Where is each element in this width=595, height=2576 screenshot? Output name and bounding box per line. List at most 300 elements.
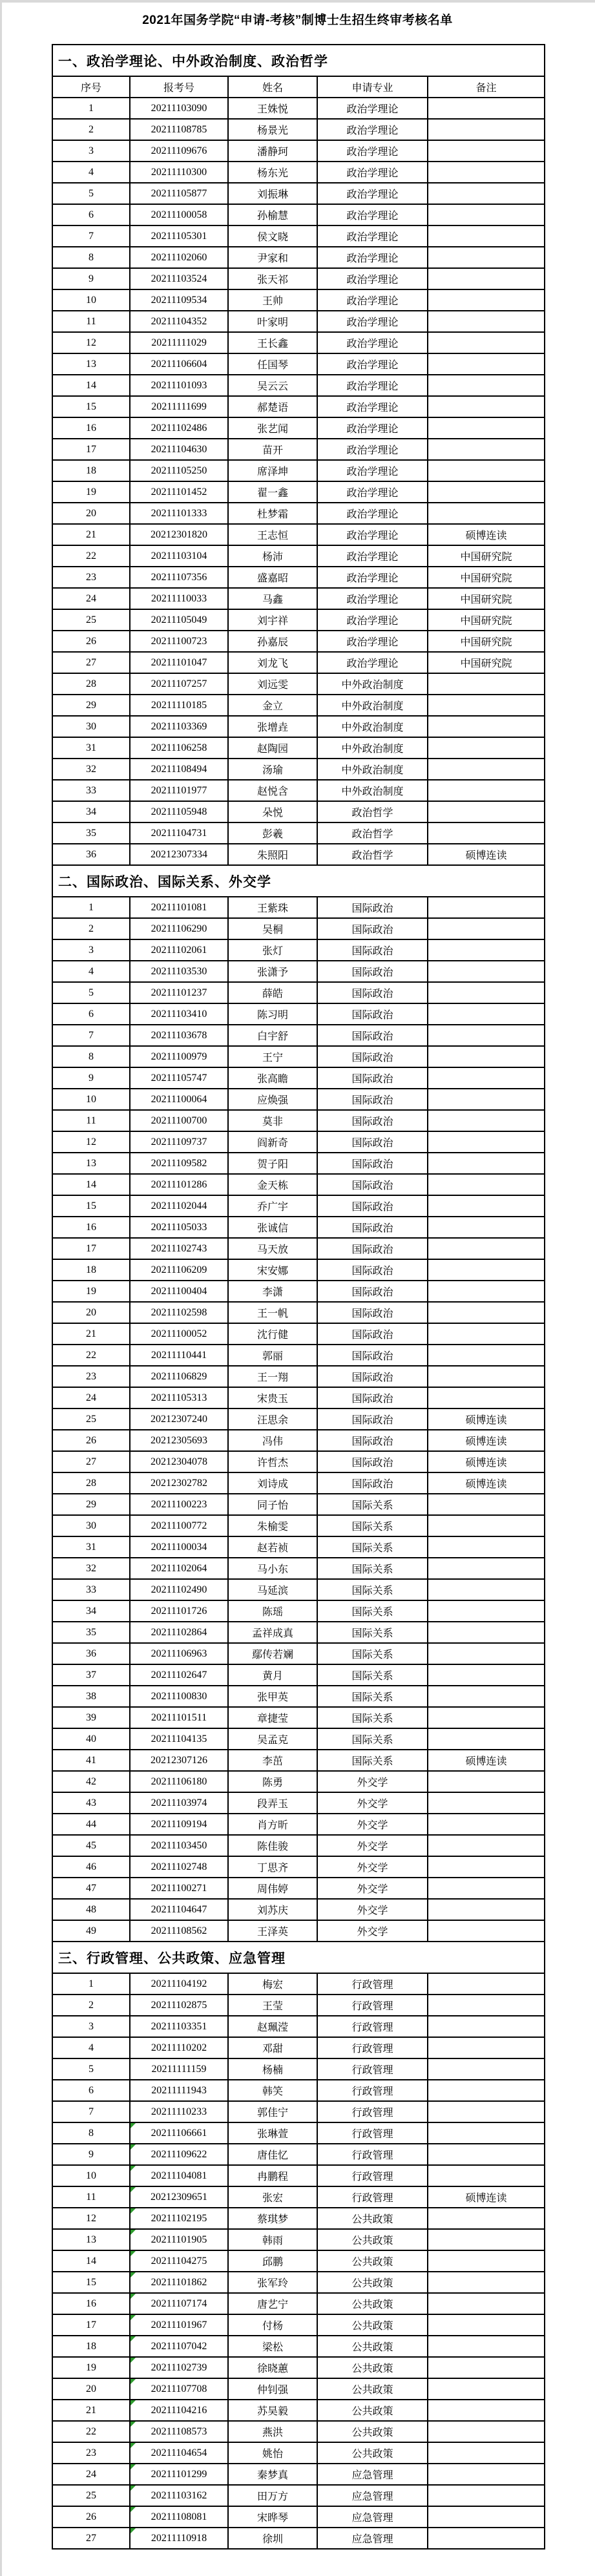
candidate-id-cell: 20211101452 xyxy=(130,481,228,503)
major-cell: 国际政治 xyxy=(317,1089,428,1110)
candidate-id-cell: 20211105313 xyxy=(130,1387,228,1408)
candidate-id-cell: 20211104647 xyxy=(130,1899,228,1920)
note-cell xyxy=(428,918,545,939)
major-cell: 国际政治 xyxy=(317,1025,428,1046)
major-cell: 国际政治 xyxy=(317,1238,428,1259)
candidate-name-cell: 宋贵玉 xyxy=(228,1387,317,1408)
candidate-id-cell: 20211106604 xyxy=(130,353,228,375)
row-number-cell: 6 xyxy=(52,1003,130,1025)
table-row xyxy=(52,1323,545,1345)
row-number-cell: 13 xyxy=(52,353,130,375)
candidate-name-cell: 张军玲 xyxy=(228,2272,317,2293)
candidate-id-cell: 20211106180 xyxy=(130,1771,228,1792)
candidate-id-cell: 20211110033 xyxy=(130,588,228,609)
candidate-name-cell: 郭丽 xyxy=(228,1345,317,1366)
note-cell: 硕博连读 xyxy=(428,1408,545,1430)
candidate-name-cell: 吴桐 xyxy=(228,918,317,939)
candidate-name-cell: 朱照阳 xyxy=(228,844,317,865)
candidate-name-cell: 梁松 xyxy=(228,2336,317,2357)
candidate-name-cell: 刘振琳 xyxy=(228,183,317,204)
table-row xyxy=(52,1515,545,1536)
table-row xyxy=(52,609,545,631)
note-cell xyxy=(428,2229,545,2250)
major-cell: 政治学理论 xyxy=(317,311,428,332)
candidate-id-cell: 20211109194 xyxy=(130,1814,228,1835)
row-number-cell: 16 xyxy=(52,1217,130,1238)
table-row xyxy=(52,1899,545,1920)
major-cell: 政治哲学 xyxy=(317,801,428,822)
row-number-cell: 35 xyxy=(52,822,130,844)
table-row xyxy=(52,1110,545,1131)
major-cell: 公共政策 xyxy=(317,2293,428,2314)
candidate-name-cell: 张艺闻 xyxy=(228,417,317,439)
candidate-id-cell: 20211101862 xyxy=(130,2272,228,2293)
table-row xyxy=(52,695,545,716)
row-number-cell: 25 xyxy=(52,1408,130,1430)
note-cell xyxy=(428,1558,545,1579)
candidate-id-cell: 20211103678 xyxy=(130,1025,228,1046)
note-cell xyxy=(428,716,545,737)
note-cell xyxy=(428,2506,545,2528)
candidate-name-cell: 黄月 xyxy=(228,1664,317,1686)
candidate-name-cell: 姚怡 xyxy=(228,2442,317,2464)
note-cell: 中国研究院 xyxy=(428,652,545,673)
candidate-id-cell: 20211101905 xyxy=(130,2229,228,2250)
table-row xyxy=(52,1792,545,1814)
major-cell: 政治学理论 xyxy=(317,375,428,396)
row-number-cell: 15 xyxy=(52,396,130,417)
table-row xyxy=(52,183,545,204)
table-row xyxy=(52,1995,545,2016)
candidate-name-cell: 张灯 xyxy=(228,939,317,961)
major-cell: 应急管理 xyxy=(317,2485,428,2506)
candidate-id-cell: 20211101081 xyxy=(130,897,228,918)
candidate-id-cell: 20211106829 xyxy=(130,1366,228,1387)
table-row xyxy=(52,1814,545,1835)
table-row xyxy=(52,2314,545,2336)
major-cell: 国际政治 xyxy=(317,1046,428,1067)
candidate-id-cell: 20211106661 xyxy=(130,2122,228,2144)
candidate-name-cell: 吴孟克 xyxy=(228,1728,317,1750)
candidate-name-cell: 韩笑 xyxy=(228,2080,317,2101)
note-cell xyxy=(428,247,545,268)
note-cell xyxy=(428,311,545,332)
table-row xyxy=(52,1472,545,1494)
row-number-cell: 24 xyxy=(52,1387,130,1408)
table-row xyxy=(52,1131,545,1153)
major-cell: 国际关系 xyxy=(317,1536,428,1558)
table-row xyxy=(52,844,545,865)
row-number-cell: 16 xyxy=(52,2293,130,2314)
candidate-id-cell: 20211104275 xyxy=(130,2250,228,2272)
candidate-id-cell: 20211105033 xyxy=(130,1217,228,1238)
candidate-name-cell: 赵悦含 xyxy=(228,780,317,801)
note-cell xyxy=(428,439,545,460)
row-number-cell: 12 xyxy=(52,332,130,353)
row-number-cell: 18 xyxy=(52,1259,130,1281)
candidate-name-cell: 张宏 xyxy=(228,2186,317,2208)
table-row xyxy=(52,1643,545,1664)
major-cell: 政治学理论 xyxy=(317,417,428,439)
admission-roster-table xyxy=(52,44,545,2550)
note-cell xyxy=(428,1899,545,1920)
row-number-cell: 16 xyxy=(52,417,130,439)
major-cell: 政治学理论 xyxy=(317,481,428,503)
candidate-id-cell: 20211105250 xyxy=(130,460,228,481)
major-cell: 国际政治 xyxy=(317,1110,428,1131)
table-row xyxy=(52,1153,545,1174)
table-row xyxy=(52,716,545,737)
note-cell xyxy=(428,2464,545,2485)
row-number-cell: 9 xyxy=(52,2144,130,2165)
row-number-cell: 43 xyxy=(52,1792,130,1814)
candidate-id-cell: 20211103524 xyxy=(130,268,228,289)
candidate-name-cell: 唐艺宁 xyxy=(228,2293,317,2314)
candidate-name-cell: 陈勇 xyxy=(228,1771,317,1792)
row-number-cell: 2 xyxy=(52,918,130,939)
major-cell: 政治学理论 xyxy=(317,353,428,375)
major-cell: 公共政策 xyxy=(317,2272,428,2293)
candidate-id-cell: 20211100979 xyxy=(130,1046,228,1067)
major-cell: 公共政策 xyxy=(317,2357,428,2378)
note-cell: 硕博连读 xyxy=(428,1451,545,1472)
table-row xyxy=(52,2442,545,2464)
major-cell: 中外政治制度 xyxy=(317,759,428,780)
table-row xyxy=(52,1174,545,1195)
candidate-name-cell: 冉鹏程 xyxy=(228,2165,317,2186)
table-row xyxy=(52,204,545,225)
note-cell xyxy=(428,119,545,140)
note-cell xyxy=(428,460,545,481)
candidate-name-cell: 宋晔琴 xyxy=(228,2506,317,2528)
table-row xyxy=(52,1558,545,1579)
row-number-cell: 14 xyxy=(52,375,130,396)
major-cell: 行政管理 xyxy=(317,2080,428,2101)
candidate-name-cell: 白宇舒 xyxy=(228,1025,317,1046)
major-cell: 政治学理论 xyxy=(317,503,428,524)
candidate-name-cell: 刘宇祥 xyxy=(228,609,317,631)
row-number-cell: 6 xyxy=(52,204,130,225)
candidate-id-cell: 20211105049 xyxy=(130,609,228,631)
major-cell: 国际关系 xyxy=(317,1622,428,1643)
candidate-id-cell: 20211102598 xyxy=(130,1302,228,1323)
candidate-name-cell: 孙榆慧 xyxy=(228,204,317,225)
table-row xyxy=(52,1003,545,1025)
candidate-name-cell: 张高瞻 xyxy=(228,1067,317,1089)
candidate-id-cell: 20211102748 xyxy=(130,1856,228,1878)
note-cell xyxy=(428,1622,545,1643)
major-cell: 政治学理论 xyxy=(317,439,428,460)
candidate-id-cell: 20211101726 xyxy=(130,1600,228,1622)
table-row xyxy=(52,2272,545,2293)
row-number-cell: 10 xyxy=(52,1089,130,1110)
row-number-cell: 5 xyxy=(52,982,130,1003)
note-cell xyxy=(428,1771,545,1792)
note-cell xyxy=(428,396,545,417)
table-row xyxy=(52,1707,545,1728)
table-row xyxy=(52,375,545,396)
candidate-id-cell: 20211103162 xyxy=(130,2485,228,2506)
major-cell: 国际政治 xyxy=(317,1281,428,1302)
major-cell: 国际政治 xyxy=(317,1366,428,1387)
candidate-name-cell: 冯伟 xyxy=(228,1430,317,1451)
candidate-id-cell: 20211110300 xyxy=(130,162,228,183)
row-number-cell: 38 xyxy=(52,1686,130,1707)
row-number-cell: 5 xyxy=(52,183,130,204)
note-cell xyxy=(428,822,545,844)
candidate-id-cell: 20211102044 xyxy=(130,1195,228,1217)
major-cell: 中外政治制度 xyxy=(317,737,428,759)
major-cell: 公共政策 xyxy=(317,2378,428,2400)
row-number-cell: 28 xyxy=(52,673,130,695)
table-row xyxy=(52,897,545,918)
note-cell xyxy=(428,2058,545,2080)
candidate-id-cell: 20211103369 xyxy=(130,716,228,737)
row-number-cell: 30 xyxy=(52,716,130,737)
window-edge-top xyxy=(0,0,595,3)
candidate-name-cell: 田万方 xyxy=(228,2485,317,2506)
table-row xyxy=(52,1217,545,1238)
note-cell: 硕博连读 xyxy=(428,1750,545,1771)
table-row xyxy=(52,332,545,353)
note-cell xyxy=(428,1302,545,1323)
row-number-cell: 3 xyxy=(52,2016,130,2037)
major-cell: 国际关系 xyxy=(317,1558,428,1579)
note-cell xyxy=(428,1217,545,1238)
column-header-1: 报考号 xyxy=(130,76,228,98)
major-cell: 行政管理 xyxy=(317,2144,428,2165)
table-row xyxy=(52,2506,545,2528)
row-number-cell: 22 xyxy=(52,1345,130,1366)
note-cell: 中国研究院 xyxy=(428,567,545,588)
row-number-cell: 23 xyxy=(52,1366,130,1387)
candidate-name-cell: 潘静珂 xyxy=(228,140,317,162)
row-number-cell: 37 xyxy=(52,1664,130,1686)
candidate-name-cell: 金天栋 xyxy=(228,1174,317,1195)
row-number-cell: 36 xyxy=(52,844,130,865)
candidate-id-cell: 20211106963 xyxy=(130,1643,228,1664)
row-number-cell: 3 xyxy=(52,140,130,162)
candidate-id-cell: 20211100034 xyxy=(130,1536,228,1558)
candidate-name-cell: 沈行健 xyxy=(228,1323,317,1345)
major-cell: 国际政治 xyxy=(317,1345,428,1366)
table-row xyxy=(52,1973,545,1995)
note-cell xyxy=(428,1387,545,1408)
note-cell xyxy=(428,1345,545,1366)
section-heading: 一、政治学理论、中外政治制度、政治哲学 xyxy=(52,45,545,76)
candidate-id-cell: 20211109737 xyxy=(130,1131,228,1153)
candidate-name-cell: 张诚信 xyxy=(228,1217,317,1238)
candidate-id-cell: 20211109676 xyxy=(130,140,228,162)
candidate-id-cell: 20211111029 xyxy=(130,332,228,353)
row-number-cell: 47 xyxy=(52,1878,130,1899)
table-row xyxy=(52,417,545,439)
candidate-name-cell: 赵陶园 xyxy=(228,737,317,759)
row-number-cell: 32 xyxy=(52,759,130,780)
row-number-cell: 8 xyxy=(52,247,130,268)
candidate-id-cell: 20211100052 xyxy=(130,1323,228,1345)
table-row xyxy=(52,1089,545,1110)
candidate-id-cell: 20211107356 xyxy=(130,567,228,588)
table-row xyxy=(52,247,545,268)
major-cell: 外交学 xyxy=(317,1899,428,1920)
candidate-name-cell: 马天放 xyxy=(228,1238,317,1259)
row-number-cell: 35 xyxy=(52,1622,130,1643)
candidate-id-cell: 20211104216 xyxy=(130,2400,228,2421)
candidate-name-cell: 王志恒 xyxy=(228,524,317,545)
major-cell: 政治学理论 xyxy=(317,289,428,311)
note-cell xyxy=(428,2336,545,2357)
note-cell xyxy=(428,1814,545,1835)
candidate-id-cell: 20211110233 xyxy=(130,2101,228,2122)
candidate-name-cell: 段弄玉 xyxy=(228,1792,317,1814)
major-cell: 政治哲学 xyxy=(317,844,428,865)
candidate-id-cell: 20211111699 xyxy=(130,396,228,417)
row-number-cell: 27 xyxy=(52,2528,130,2549)
major-cell: 政治学理论 xyxy=(317,524,428,545)
row-number-cell: 9 xyxy=(52,268,130,289)
table-row xyxy=(52,631,545,652)
candidate-name-cell: 薛皓 xyxy=(228,982,317,1003)
candidate-name-cell: 燕洪 xyxy=(228,2421,317,2442)
row-number-cell: 10 xyxy=(52,2165,130,2186)
major-cell: 外交学 xyxy=(317,1835,428,1856)
table-row xyxy=(52,1366,545,1387)
table-row xyxy=(52,2421,545,2442)
major-cell: 政治学理论 xyxy=(317,204,428,225)
note-cell xyxy=(428,897,545,918)
candidate-name-cell: 尹家和 xyxy=(228,247,317,268)
candidate-id-cell: 20211100830 xyxy=(130,1686,228,1707)
major-cell: 公共政策 xyxy=(317,2400,428,2421)
section-header-row xyxy=(52,865,545,897)
table-row xyxy=(52,801,545,822)
row-number-cell: 4 xyxy=(52,162,130,183)
note-cell xyxy=(428,2080,545,2101)
major-cell: 政治学理论 xyxy=(317,567,428,588)
row-number-cell: 14 xyxy=(52,1174,130,1195)
candidate-id-cell: 20211106258 xyxy=(130,737,228,759)
candidate-id-cell: 20211104630 xyxy=(130,439,228,460)
table-row xyxy=(52,162,545,183)
major-cell: 国际政治 xyxy=(317,1302,428,1323)
table-row xyxy=(52,1686,545,1707)
table-row xyxy=(52,2165,545,2186)
row-number-cell: 8 xyxy=(52,1046,130,1067)
candidate-name-cell: 王一翔 xyxy=(228,1366,317,1387)
candidate-name-cell: 陈瑶 xyxy=(228,1600,317,1622)
candidate-id-cell: 20211104081 xyxy=(130,2165,228,2186)
row-number-cell: 33 xyxy=(52,1579,130,1600)
major-cell: 政治学理论 xyxy=(317,460,428,481)
major-cell: 政治学理论 xyxy=(317,98,428,119)
row-number-cell: 22 xyxy=(52,545,130,567)
row-number-cell: 6 xyxy=(52,2080,130,2101)
candidate-id-cell: 20211105877 xyxy=(130,183,228,204)
table-row xyxy=(52,2250,545,2272)
row-number-cell: 2 xyxy=(52,1995,130,2016)
candidate-id-cell: 20211102061 xyxy=(130,939,228,961)
candidate-id-cell: 20211107174 xyxy=(130,2293,228,2314)
note-cell xyxy=(428,780,545,801)
window-edge-left xyxy=(0,0,2,2576)
major-cell: 应急管理 xyxy=(317,2506,428,2528)
candidate-name-cell: 马延滨 xyxy=(228,1579,317,1600)
candidate-name-cell: 杜梦霜 xyxy=(228,503,317,524)
candidate-id-cell: 20211109534 xyxy=(130,289,228,311)
row-number-cell: 40 xyxy=(52,1728,130,1750)
row-number-cell: 33 xyxy=(52,780,130,801)
row-number-cell: 2 xyxy=(52,119,130,140)
section-heading: 三、行政管理、公共政策、应急管理 xyxy=(52,1942,545,1973)
major-cell: 国际政治 xyxy=(317,1472,428,1494)
note-cell xyxy=(428,939,545,961)
table-row xyxy=(52,2357,545,2378)
major-cell: 政治学理论 xyxy=(317,183,428,204)
table-row xyxy=(52,2080,545,2101)
note-cell xyxy=(428,1323,545,1345)
candidate-name-cell: 彭羲 xyxy=(228,822,317,844)
candidate-name-cell: 邓甜 xyxy=(228,2037,317,2058)
major-cell: 公共政策 xyxy=(317,2314,428,2336)
major-cell: 国际政治 xyxy=(317,1174,428,1195)
table-row xyxy=(52,737,545,759)
major-cell: 国际政治 xyxy=(317,918,428,939)
candidate-name-cell: 孙嘉辰 xyxy=(228,631,317,652)
candidate-id-cell: 20211110441 xyxy=(130,1345,228,1366)
candidate-id-cell: 20212307240 xyxy=(130,1408,228,1430)
major-cell: 国际政治 xyxy=(317,1153,428,1174)
candidate-name-cell: 刘苏庆 xyxy=(228,1899,317,1920)
column-header-4: 备注 xyxy=(428,76,545,98)
candidate-name-cell: 王紫珠 xyxy=(228,897,317,918)
table-row xyxy=(52,1302,545,1323)
section-header-row xyxy=(52,45,545,76)
table-row xyxy=(52,939,545,961)
candidate-id-cell: 20211110185 xyxy=(130,695,228,716)
row-number-cell: 45 xyxy=(52,1835,130,1856)
major-cell: 国际关系 xyxy=(317,1686,428,1707)
table-row xyxy=(52,822,545,844)
table-row xyxy=(52,2229,545,2250)
note-cell xyxy=(428,162,545,183)
row-number-cell: 24 xyxy=(52,2464,130,2485)
table-row xyxy=(52,1387,545,1408)
candidate-name-cell: 叶家明 xyxy=(228,311,317,332)
row-number-cell: 39 xyxy=(52,1707,130,1728)
candidate-name-cell: 王姝悦 xyxy=(228,98,317,119)
candidate-id-cell: 20211106209 xyxy=(130,1259,228,1281)
note-cell xyxy=(428,1366,545,1387)
candidate-name-cell: 张增垚 xyxy=(228,716,317,737)
row-number-cell: 17 xyxy=(52,2314,130,2336)
table-row xyxy=(52,2186,545,2208)
note-cell xyxy=(428,982,545,1003)
column-header-row xyxy=(52,76,545,98)
candidate-name-cell: 应焕强 xyxy=(228,1089,317,1110)
column-header-3: 申请专业 xyxy=(317,76,428,98)
table-row xyxy=(52,2400,545,2421)
note-cell xyxy=(428,1238,545,1259)
major-cell: 国际政治 xyxy=(317,961,428,982)
candidate-id-cell: 20211100271 xyxy=(130,1878,228,1899)
note-cell xyxy=(428,2485,545,2506)
major-cell: 国际政治 xyxy=(317,1387,428,1408)
major-cell: 行政管理 xyxy=(317,2037,428,2058)
table-row xyxy=(52,481,545,503)
candidate-name-cell: 陈佳骏 xyxy=(228,1835,317,1856)
candidate-name-cell: 盛嘉昭 xyxy=(228,567,317,588)
